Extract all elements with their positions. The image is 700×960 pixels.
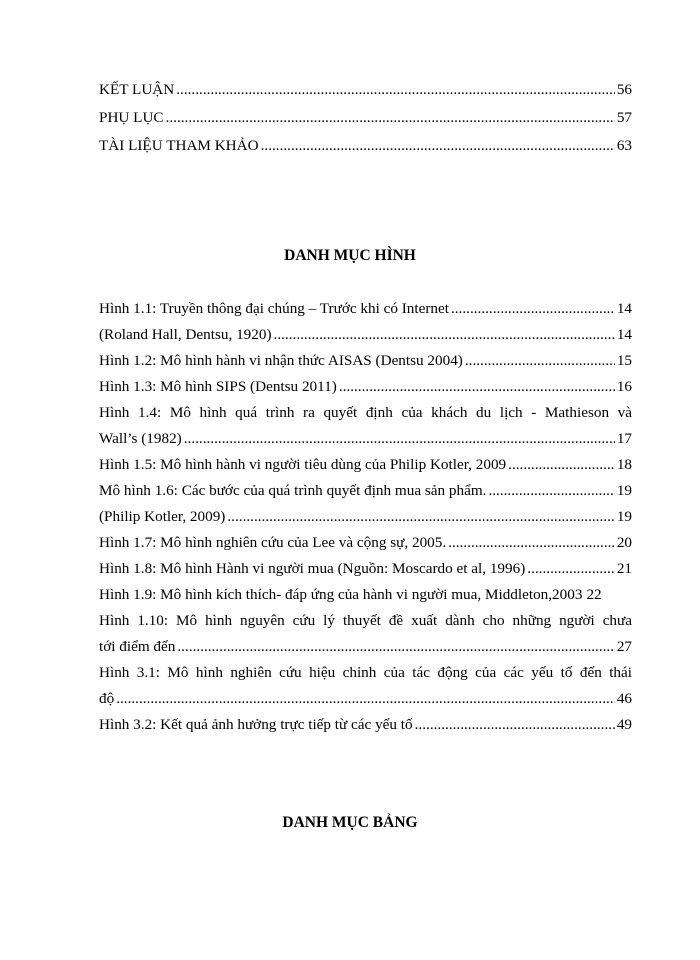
- figure-entry-title: Hình 1.8: Mô hình Hành vi người mua (Nguồn: Moscardo et al, 1996): [99, 560, 526, 577]
- figure-page-number: 16: [616, 378, 632, 395]
- figure-entry-title: Hình 1.4: Mô hình quá trình ra quyết định của khách du lịch - Mathieson và: [99, 404, 632, 421]
- toc-entry-title: TÀI LIỆU THAM KHẢO: [99, 137, 259, 154]
- figure-entry[interactable]: [99, 559, 632, 579]
- figure-entry[interactable]: [99, 585, 632, 605]
- figure-page-number: 15: [616, 352, 632, 369]
- figure-entry-title: Hình 1.10: Mô hình nguyên cứu lý thuyết đề xuất dành cho những người chưa: [99, 612, 632, 629]
- figure-page-number: 20: [616, 534, 632, 551]
- dot-leader: [488, 481, 614, 501]
- dot-leader: [465, 351, 615, 371]
- figure-entry-title: Hình 3.1: Mô hình nghiên cứu hiệu chỉnh của tác động của các yếu tố đến thái: [99, 664, 632, 681]
- figure-entry-line1[interactable]: [99, 663, 632, 683]
- dot-leader: [261, 136, 615, 156]
- toc-entry-ket-luan[interactable]: [99, 80, 632, 100]
- figure-entry[interactable]: [99, 325, 632, 345]
- figure-entry[interactable]: [99, 689, 632, 709]
- figure-entry-title: Hình 1.5: Mô hình hành vi người tiêu dùng của Philip Kotler, 2009: [99, 456, 507, 473]
- figure-entry-line1[interactable]: [99, 403, 632, 423]
- figure-page-number: 46: [616, 690, 632, 707]
- figure-entry[interactable]: [99, 715, 632, 735]
- figure-entry-line1[interactable]: [99, 611, 632, 631]
- tables-heading: DANH MỤC BẢNG: [282, 814, 418, 831]
- figure-page-number: 14: [616, 326, 632, 343]
- figure-entry-title: độ: [99, 690, 115, 707]
- figures-heading: DANH MỤC HÌNH: [284, 247, 416, 264]
- figure-entry-title: Hình 1.7: Mô hình nghiên cứu của Lee và cộng sự, 2005.: [99, 534, 447, 551]
- dot-leader: [116, 689, 615, 709]
- figure-page-number: 19: [616, 508, 632, 525]
- figure-page-number: 49: [616, 716, 632, 733]
- dot-leader: [448, 533, 615, 553]
- figure-entry-title: Wall’s (1982): [99, 430, 182, 447]
- dot-leader: [177, 637, 614, 657]
- figure-entry-title: Hình 1.9: Mô hình kích thích- đáp ứng của hành vi người mua, Middleton,2003: [99, 586, 583, 603]
- figure-entry-title: (Philip Kotler, 2009): [99, 508, 226, 525]
- dot-leader: [227, 507, 614, 527]
- figure-entry-title: Hình 3.2: Kết quả ảnh hưởng trực tiếp từ các yếu tố: [99, 716, 413, 733]
- figure-entry[interactable]: [99, 377, 632, 397]
- toc-entry-title: PHỤ LỤC: [99, 109, 164, 126]
- figure-entry[interactable]: [99, 351, 632, 371]
- figure-entry[interactable]: [99, 481, 632, 501]
- figure-page-number: 17: [616, 430, 632, 447]
- dot-leader: [339, 377, 615, 397]
- figure-entry-title: Mô hình 1.6: Các bước của quá trình quyết định mua sản phẩm.: [99, 482, 487, 499]
- figure-page-number: 14: [616, 300, 632, 317]
- dot-leader: [527, 559, 615, 579]
- dot-leader: [508, 455, 615, 475]
- figure-page-number: 21: [616, 560, 632, 577]
- figure-entry[interactable]: [99, 299, 632, 319]
- toc-page-number: 63: [616, 137, 632, 154]
- dot-leader: [166, 108, 615, 128]
- dot-leader: [415, 715, 615, 735]
- figure-entry[interactable]: [99, 533, 632, 553]
- figure-page-number: 18: [616, 456, 632, 473]
- figure-entry[interactable]: [99, 507, 632, 527]
- figure-entry-title: Hình 1.2: Mô hình hành vi nhận thức AISAS (Dentsu 2004): [99, 352, 463, 369]
- figure-entry[interactable]: [99, 429, 632, 449]
- figure-entry-title: Hình 1.1: Truyền thông đại chúng – Trước khi có Internet: [99, 300, 449, 317]
- toc-entry-tai-lieu[interactable]: [99, 136, 632, 156]
- figure-page-number: 27: [616, 638, 632, 655]
- figure-entry[interactable]: [99, 455, 632, 475]
- figure-entry-title: Hình 1.3: Mô hình SIPS (Dentsu 2011): [99, 378, 337, 395]
- figure-entry[interactable]: [99, 637, 632, 657]
- dot-leader: [184, 429, 615, 449]
- figure-entry-title: (Roland Hall, Dentsu, 1920): [99, 326, 272, 343]
- figure-page-number: 22: [586, 586, 602, 603]
- dot-leader: [176, 80, 615, 100]
- toc-entry-title: KẾT LUẬN: [99, 81, 175, 98]
- toc-page-number: 56: [616, 81, 632, 98]
- toc-entry-phu-luc[interactable]: [99, 108, 632, 128]
- toc-page-number: 57: [616, 109, 632, 126]
- figure-entry-title: tới điểm đến: [99, 638, 176, 655]
- figure-page-number: 19: [616, 482, 632, 499]
- dot-leader: [274, 325, 615, 345]
- dot-leader: [451, 299, 615, 319]
